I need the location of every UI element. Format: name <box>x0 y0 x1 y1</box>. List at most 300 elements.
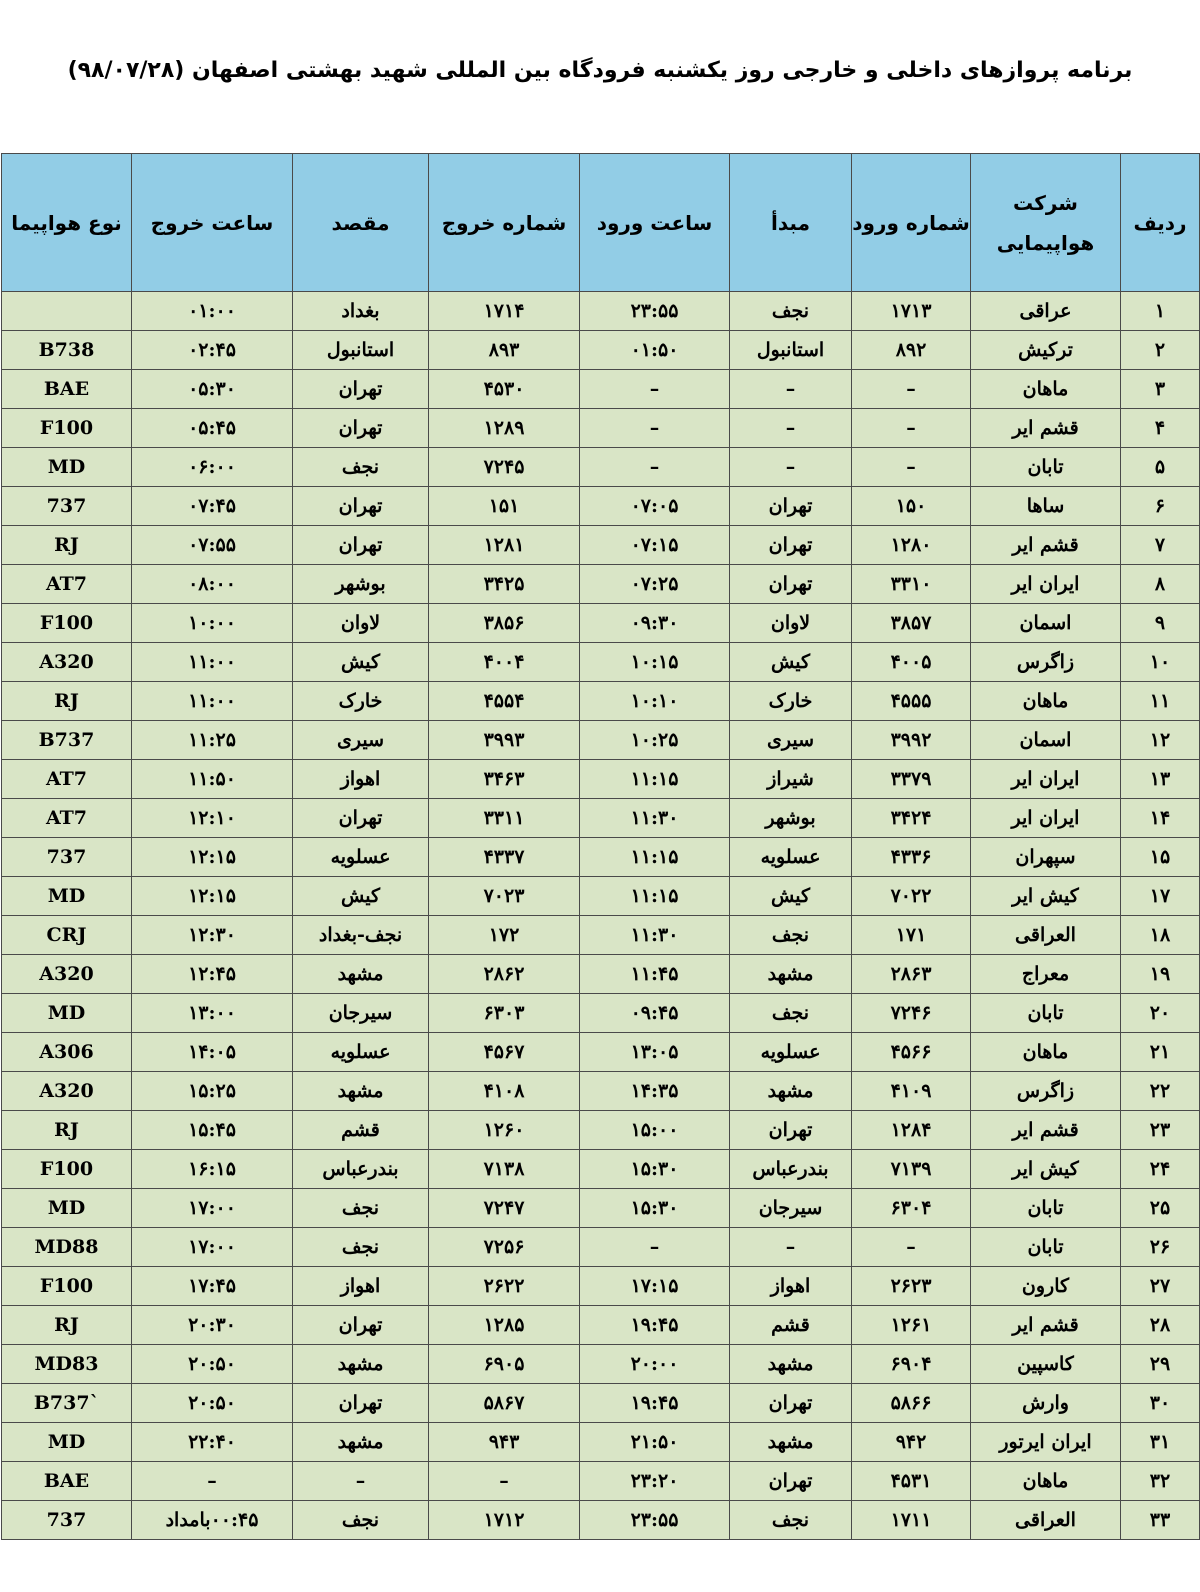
aircraft-type-cell: AT7 <box>2 799 132 838</box>
arrival-time-cell: ۱۰:۲۵ <box>580 721 730 760</box>
arrival-number-cell: ۷۱۳۹ <box>852 1150 971 1189</box>
aircraft-type-cell <box>2 292 132 331</box>
arrival-number-cell: ۳۳۷۹ <box>852 760 971 799</box>
aircraft-type-cell: A320 <box>2 955 132 994</box>
arrival-time-cell: ۰۹:۴۵ <box>580 994 730 1033</box>
table-row <box>2 643 1200 682</box>
arrival-time-cell: ۰۱:۵۰ <box>580 331 730 370</box>
departure-time-cell: ۱۷:۰۰ <box>132 1189 293 1228</box>
departure-number-cell: ۸۹۳ <box>429 331 580 370</box>
table-row <box>2 565 1200 604</box>
aircraft-type-cell: AT7 <box>2 760 132 799</box>
table-row <box>2 1345 1200 1384</box>
aircraft-type-cell: RJ <box>2 1111 132 1150</box>
destination-cell: کیش <box>293 643 429 682</box>
aircraft-type-cell: MD <box>2 448 132 487</box>
aircraft-type-cell: A306 <box>2 1033 132 1072</box>
destination-cell: نجف-بغداد <box>293 916 429 955</box>
arrival-time-cell: ۱۱:۱۵ <box>580 760 730 799</box>
arrival-number-cell: – <box>852 409 971 448</box>
departure-number-cell: ۴۰۰۴ <box>429 643 580 682</box>
destination-cell: بوشهر <box>293 565 429 604</box>
airline-cell: تابان <box>971 448 1121 487</box>
arrival-number-cell: ۱۷۱ <box>852 916 971 955</box>
arrival-time-cell: ۱۹:۴۵ <box>580 1384 730 1423</box>
table-header-row <box>2 154 1200 292</box>
table-row <box>2 994 1200 1033</box>
table-row <box>2 916 1200 955</box>
column-header-destination: مقصد <box>293 154 429 292</box>
row-number-cell: ۵ <box>1121 448 1200 487</box>
airline-cell: کیش ایر <box>971 877 1121 916</box>
destination-cell: نجف <box>293 1501 429 1540</box>
departure-time-cell: ۲۰:۵۰ <box>132 1345 293 1384</box>
departure-number-cell: ۳۳۱۱ <box>429 799 580 838</box>
airline-cell: ایران ایرتور <box>971 1423 1121 1462</box>
arrival-number-cell: ۳۳۱۰ <box>852 565 971 604</box>
row-number-cell: ۱۲ <box>1121 721 1200 760</box>
aircraft-type-cell: 737 <box>2 1501 132 1540</box>
aircraft-type-cell: MD88 <box>2 1228 132 1267</box>
destination-cell: تهران <box>293 487 429 526</box>
aircraft-type-cell: AT7 <box>2 565 132 604</box>
arrival-number-cell: ۷۰۲۲ <box>852 877 971 916</box>
arrival-time-cell: ۰۹:۳۰ <box>580 604 730 643</box>
departure-time-cell: ۰۲:۴۵ <box>132 331 293 370</box>
airline-cell: ماهان <box>971 1033 1121 1072</box>
row-number-cell: ۱۹ <box>1121 955 1200 994</box>
table-row <box>2 1189 1200 1228</box>
column-header-departure-number: شماره خروج <box>429 154 580 292</box>
airline-cell: اسمان <box>971 721 1121 760</box>
aircraft-type-cell: BAE <box>2 370 132 409</box>
destination-cell: تهران <box>293 1384 429 1423</box>
table-row <box>2 526 1200 565</box>
airline-cell: کیش ایر <box>971 1150 1121 1189</box>
origin-cell: – <box>730 448 852 487</box>
table-row <box>2 448 1200 487</box>
table-row <box>2 682 1200 721</box>
departure-number-cell: ۵۸۶۷ <box>429 1384 580 1423</box>
departure-number-cell: ۷۰۲۳ <box>429 877 580 916</box>
arrival-time-cell: ۰۷:۲۵ <box>580 565 730 604</box>
airline-cell: تابان <box>971 1189 1121 1228</box>
destination-cell: عسلویه <box>293 838 429 877</box>
arrival-time-cell: – <box>580 370 730 409</box>
airline-cell: زاگرس <box>971 643 1121 682</box>
destination-cell: لاوان <box>293 604 429 643</box>
destination-cell: اهواز <box>293 1267 429 1306</box>
departure-time-cell: ۰۰:۴۵بامداد <box>132 1501 293 1540</box>
airline-cell: ترکیش <box>971 331 1121 370</box>
departure-time-cell: ۱۳:۰۰ <box>132 994 293 1033</box>
row-number-cell: ۸ <box>1121 565 1200 604</box>
aircraft-type-cell: F100 <box>2 409 132 448</box>
airline-cell: ایران ایر <box>971 799 1121 838</box>
airline-cell: سپهران <box>971 838 1121 877</box>
departure-time-cell: ۲۲:۴۰ <box>132 1423 293 1462</box>
arrival-time-cell: ۱۱:۳۰ <box>580 916 730 955</box>
departure-number-cell: ۱۲۸۱ <box>429 526 580 565</box>
airline-cell: تابان <box>971 994 1121 1033</box>
departure-time-cell: ۱۱:۰۰ <box>132 682 293 721</box>
departure-time-cell: ۰۱:۰۰ <box>132 292 293 331</box>
table-row <box>2 292 1200 331</box>
origin-cell: تهران <box>730 1462 852 1501</box>
departure-number-cell: ۴۳۳۷ <box>429 838 580 877</box>
arrival-number-cell: ۷۲۴۶ <box>852 994 971 1033</box>
row-number-cell: ۱۴ <box>1121 799 1200 838</box>
origin-cell: – <box>730 1228 852 1267</box>
arrival-time-cell: ۱۵:۳۰ <box>580 1150 730 1189</box>
row-number-cell: ۱۱ <box>1121 682 1200 721</box>
aircraft-type-cell: BAE <box>2 1462 132 1501</box>
origin-cell: – <box>730 409 852 448</box>
departure-number-cell: ۳۸۵۶ <box>429 604 580 643</box>
aircraft-type-cell: F100 <box>2 604 132 643</box>
origin-cell: خارک <box>730 682 852 721</box>
origin-cell: بندرعباس <box>730 1150 852 1189</box>
origin-cell: عسلویه <box>730 838 852 877</box>
departure-number-cell: – <box>429 1462 580 1501</box>
departure-number-cell: ۴۱۰۸ <box>429 1072 580 1111</box>
table-row <box>2 1228 1200 1267</box>
destination-cell: تهران <box>293 370 429 409</box>
row-number-cell: ۱۷ <box>1121 877 1200 916</box>
arrival-time-cell: ۲۳:۲۰ <box>580 1462 730 1501</box>
column-header-arrival-number: شماره ورود <box>852 154 971 292</box>
destination-cell: استانبول <box>293 331 429 370</box>
arrival-number-cell: ۴۵۳۱ <box>852 1462 971 1501</box>
row-number-cell: ۲ <box>1121 331 1200 370</box>
departure-time-cell: ۲۰:۳۰ <box>132 1306 293 1345</box>
table-row <box>2 331 1200 370</box>
destination-cell: بندرعباس <box>293 1150 429 1189</box>
page-title: برنامه پروازهای داخلی و خارجی روز یکشنبه فرودگاه بین المللی شهید بهشتی اصفهان (۹۸/۰۷/۲۸) <box>67 58 1133 83</box>
origin-cell: – <box>730 370 852 409</box>
aircraft-type-cell: F100 <box>2 1150 132 1189</box>
destination-cell: مشهد <box>293 1072 429 1111</box>
airline-cell: ماهان <box>971 1462 1121 1501</box>
arrival-number-cell: ۳۹۹۲ <box>852 721 971 760</box>
row-number-cell: ۲۷ <box>1121 1267 1200 1306</box>
destination-cell: کیش <box>293 877 429 916</box>
row-number-cell: ۲۵ <box>1121 1189 1200 1228</box>
aircraft-type-cell: MD83 <box>2 1345 132 1384</box>
arrival-time-cell: ۱۰:۱۵ <box>580 643 730 682</box>
table-row <box>2 1033 1200 1072</box>
origin-cell: مشهد <box>730 1423 852 1462</box>
arrival-time-cell: ۱۱:۱۵ <box>580 838 730 877</box>
destination-cell: اهواز <box>293 760 429 799</box>
table-row <box>2 1072 1200 1111</box>
origin-cell: کیش <box>730 877 852 916</box>
departure-time-cell: ۱۱:۰۰ <box>132 643 293 682</box>
aircraft-type-cell: A320 <box>2 1072 132 1111</box>
departure-number-cell: ۷۱۳۸ <box>429 1150 580 1189</box>
arrival-time-cell: – <box>580 1228 730 1267</box>
arrival-number-cell: ۴۰۰۵ <box>852 643 971 682</box>
arrival-number-cell: ۱۲۸۴ <box>852 1111 971 1150</box>
departure-number-cell: ۳۴۶۳ <box>429 760 580 799</box>
table-row <box>2 877 1200 916</box>
row-number-cell: ۲۹ <box>1121 1345 1200 1384</box>
table-row <box>2 799 1200 838</box>
table-row <box>2 1462 1200 1501</box>
row-number-cell: ۲۳ <box>1121 1111 1200 1150</box>
departure-number-cell: ۳۴۲۵ <box>429 565 580 604</box>
origin-cell: تهران <box>730 487 852 526</box>
arrival-time-cell: ۱۰:۱۰ <box>580 682 730 721</box>
table-row <box>2 1306 1200 1345</box>
arrival-time-cell: ۱۳:۰۵ <box>580 1033 730 1072</box>
arrival-time-cell: – <box>580 448 730 487</box>
aircraft-type-cell: B737 <box>2 721 132 760</box>
departure-number-cell: ۱۷۱۲ <box>429 1501 580 1540</box>
row-number-cell: ۲۲ <box>1121 1072 1200 1111</box>
table-row <box>2 1150 1200 1189</box>
departure-time-cell: ۱۶:۱۵ <box>132 1150 293 1189</box>
airline-cell: زاگرس <box>971 1072 1121 1111</box>
aircraft-type-cell: MD <box>2 1189 132 1228</box>
arrival-number-cell: ۱۲۸۰ <box>852 526 971 565</box>
row-number-cell: ۳۲ <box>1121 1462 1200 1501</box>
departure-time-cell: – <box>132 1462 293 1501</box>
aircraft-type-cell: F100 <box>2 1267 132 1306</box>
origin-cell: کیش <box>730 643 852 682</box>
row-number-cell: ۲۸ <box>1121 1306 1200 1345</box>
aircraft-type-cell: RJ <box>2 526 132 565</box>
airline-cell: اسمان <box>971 604 1121 643</box>
column-header-airline: شرکت هواپیمایی <box>971 154 1121 292</box>
row-number-cell: ۴ <box>1121 409 1200 448</box>
arrival-time-cell: ۱۱:۳۰ <box>580 799 730 838</box>
origin-cell: قشم <box>730 1306 852 1345</box>
origin-cell: نجف <box>730 916 852 955</box>
departure-number-cell: ۲۸۶۲ <box>429 955 580 994</box>
aircraft-type-cell: MD <box>2 877 132 916</box>
arrival-time-cell: ۱۹:۴۵ <box>580 1306 730 1345</box>
table-row <box>2 1111 1200 1150</box>
origin-cell: نجف <box>730 1501 852 1540</box>
origin-cell: تهران <box>730 1111 852 1150</box>
arrival-time-cell: – <box>580 409 730 448</box>
arrival-time-cell: ۲۳:۵۵ <box>580 1501 730 1540</box>
row-number-cell: ۹ <box>1121 604 1200 643</box>
destination-cell: تهران <box>293 409 429 448</box>
table-row <box>2 838 1200 877</box>
destination-cell: تهران <box>293 526 429 565</box>
arrival-number-cell: ۲۸۶۳ <box>852 955 971 994</box>
origin-cell: نجف <box>730 292 852 331</box>
airline-cell: ماهان <box>971 682 1121 721</box>
row-number-cell: ۲۶ <box>1121 1228 1200 1267</box>
origin-cell: تهران <box>730 526 852 565</box>
origin-cell: لاوان <box>730 604 852 643</box>
arrival-number-cell: ۳۸۵۷ <box>852 604 971 643</box>
airline-cell: کاسپین <box>971 1345 1121 1384</box>
arrival-number-cell: ۴۳۳۶ <box>852 838 971 877</box>
arrival-time-cell: ۰۷:۱۵ <box>580 526 730 565</box>
row-number-cell: ۳ <box>1121 370 1200 409</box>
table-row <box>2 955 1200 994</box>
airline-cell: ماهان <box>971 370 1121 409</box>
aircraft-type-cell: MD <box>2 994 132 1033</box>
row-number-cell: ۷ <box>1121 526 1200 565</box>
airline-cell: تابان <box>971 1228 1121 1267</box>
departure-number-cell: ۱۷۱۴ <box>429 292 580 331</box>
origin-cell: اهواز <box>730 1267 852 1306</box>
departure-time-cell: ۱۲:۳۰ <box>132 916 293 955</box>
departure-time-cell: ۰۵:۳۰ <box>132 370 293 409</box>
departure-time-cell: ۱۲:۴۵ <box>132 955 293 994</box>
arrival-time-cell: ۱۴:۳۵ <box>580 1072 730 1111</box>
airline-cell: معراج <box>971 955 1121 994</box>
column-header-origin: مبدأ <box>730 154 852 292</box>
arrival-number-cell: ۱۵۰ <box>852 487 971 526</box>
flight-schedule-table <box>1 153 1200 1540</box>
arrival-number-cell: ۵۸۶۶ <box>852 1384 971 1423</box>
departure-time-cell: ۱۲:۱۵ <box>132 877 293 916</box>
destination-cell: تهران <box>293 799 429 838</box>
departure-time-cell: ۱۵:۴۵ <box>132 1111 293 1150</box>
row-number-cell: ۱ <box>1121 292 1200 331</box>
arrival-time-cell: ۱۷:۱۵ <box>580 1267 730 1306</box>
departure-number-cell: ۲۶۲۲ <box>429 1267 580 1306</box>
airline-cell: کارون <box>971 1267 1121 1306</box>
aircraft-type-cell: B738 <box>2 331 132 370</box>
departure-number-cell: ۳۹۹۳ <box>429 721 580 760</box>
departure-number-cell: ۷۲۴۷ <box>429 1189 580 1228</box>
departure-time-cell: ۱۱:۲۵ <box>132 721 293 760</box>
departure-number-cell: ۷۲۴۵ <box>429 448 580 487</box>
destination-cell: خارک <box>293 682 429 721</box>
origin-cell: تهران <box>730 1384 852 1423</box>
row-number-cell: ۱۵ <box>1121 838 1200 877</box>
arrival-number-cell: – <box>852 1228 971 1267</box>
departure-number-cell: ۱۵۱ <box>429 487 580 526</box>
arrival-time-cell: ۱۱:۴۵ <box>580 955 730 994</box>
table-row <box>2 604 1200 643</box>
arrival-number-cell: ۶۹۰۴ <box>852 1345 971 1384</box>
departure-time-cell: ۱۰:۰۰ <box>132 604 293 643</box>
aircraft-type-cell: RJ <box>2 1306 132 1345</box>
destination-cell: سیری <box>293 721 429 760</box>
arrival-time-cell: ۰۷:۰۵ <box>580 487 730 526</box>
aircraft-type-cell: B737` <box>2 1384 132 1423</box>
arrival-number-cell: ۴۵۵۵ <box>852 682 971 721</box>
row-number-cell: ۳۱ <box>1121 1423 1200 1462</box>
aircraft-type-cell: CRJ <box>2 916 132 955</box>
origin-cell: استانبول <box>730 331 852 370</box>
row-number-cell: ۳۰ <box>1121 1384 1200 1423</box>
departure-time-cell: ۱۲:۱۵ <box>132 838 293 877</box>
departure-time-cell: ۰۶:۰۰ <box>132 448 293 487</box>
table-row <box>2 1423 1200 1462</box>
departure-time-cell: ۰۸:۰۰ <box>132 565 293 604</box>
destination-cell: نجف <box>293 1189 429 1228</box>
departure-time-cell: ۰۷:۴۵ <box>132 487 293 526</box>
origin-cell: سیری <box>730 721 852 760</box>
origin-cell: تهران <box>730 565 852 604</box>
row-number-cell: ۲۱ <box>1121 1033 1200 1072</box>
airline-cell: ایران ایر <box>971 565 1121 604</box>
destination-cell: سیرجان <box>293 994 429 1033</box>
departure-time-cell: ۱۵:۲۵ <box>132 1072 293 1111</box>
column-header-arrival-time: ساعت ورود <box>580 154 730 292</box>
arrival-number-cell: ۶۳۰۴ <box>852 1189 971 1228</box>
departure-time-cell: ۱۱:۵۰ <box>132 760 293 799</box>
destination-cell: نجف <box>293 448 429 487</box>
aircraft-type-cell: A320 <box>2 643 132 682</box>
airline-cell: ایران ایر <box>971 760 1121 799</box>
arrival-number-cell: ۲۶۲۳ <box>852 1267 971 1306</box>
row-number-cell: ۳۳ <box>1121 1501 1200 1540</box>
airline-cell: قشم ایر <box>971 409 1121 448</box>
destination-cell: تهران <box>293 1306 429 1345</box>
destination-cell: مشهد <box>293 955 429 994</box>
arrival-number-cell: ۸۹۲ <box>852 331 971 370</box>
departure-time-cell: ۱۲:۱۰ <box>132 799 293 838</box>
aircraft-type-cell: 737 <box>2 838 132 877</box>
table-row <box>2 760 1200 799</box>
airline-cell: العراقی <box>971 916 1121 955</box>
airline-cell: قشم ایر <box>971 1111 1121 1150</box>
arrival-number-cell: ۴۵۶۶ <box>852 1033 971 1072</box>
row-number-cell: ۲۰ <box>1121 994 1200 1033</box>
arrival-time-cell: ۲۳:۵۵ <box>580 292 730 331</box>
arrival-number-cell: ۱۲۶۱ <box>852 1306 971 1345</box>
arrival-time-cell: ۱۵:۳۰ <box>580 1189 730 1228</box>
departure-number-cell: ۱۲۸۹ <box>429 409 580 448</box>
aircraft-type-cell: MD <box>2 1423 132 1462</box>
table-row <box>2 1501 1200 1540</box>
airline-cell: وارش <box>971 1384 1121 1423</box>
departure-number-cell: ۶۹۰۵ <box>429 1345 580 1384</box>
airline-cell: قشم ایر <box>971 1306 1121 1345</box>
table-row <box>2 721 1200 760</box>
arrival-number-cell: ۴۱۰۹ <box>852 1072 971 1111</box>
row-number-cell: ۲۴ <box>1121 1150 1200 1189</box>
arrival-time-cell: ۲۱:۵۰ <box>580 1423 730 1462</box>
column-header-row-number: ردیف <box>1121 154 1200 292</box>
departure-time-cell: ۱۷:۴۵ <box>132 1267 293 1306</box>
departure-time-cell: ۲۰:۵۰ <box>132 1384 293 1423</box>
departure-number-cell: ۹۴۳ <box>429 1423 580 1462</box>
destination-cell: مشهد <box>293 1423 429 1462</box>
table-row <box>2 1267 1200 1306</box>
origin-cell: سیرجان <box>730 1189 852 1228</box>
origin-cell: شیراز <box>730 760 852 799</box>
departure-time-cell: ۰۷:۵۵ <box>132 526 293 565</box>
arrival-number-cell: ۱۷۱۳ <box>852 292 971 331</box>
destination-cell: قشم <box>293 1111 429 1150</box>
origin-cell: بوشهر <box>730 799 852 838</box>
arrival-time-cell: ۱۱:۱۵ <box>580 877 730 916</box>
airline-cell: قشم ایر <box>971 526 1121 565</box>
airline-cell: عراقی <box>971 292 1121 331</box>
arrival-time-cell: ۲۰:۰۰ <box>580 1345 730 1384</box>
origin-cell: عسلویه <box>730 1033 852 1072</box>
column-header-departure-time: ساعت خروج <box>132 154 293 292</box>
table-row <box>2 370 1200 409</box>
row-number-cell: ۶ <box>1121 487 1200 526</box>
row-number-cell: ۱۸ <box>1121 916 1200 955</box>
destination-cell: عسلویه <box>293 1033 429 1072</box>
departure-number-cell: ۴۵۳۰ <box>429 370 580 409</box>
table-row <box>2 1384 1200 1423</box>
destination-cell: نجف <box>293 1228 429 1267</box>
